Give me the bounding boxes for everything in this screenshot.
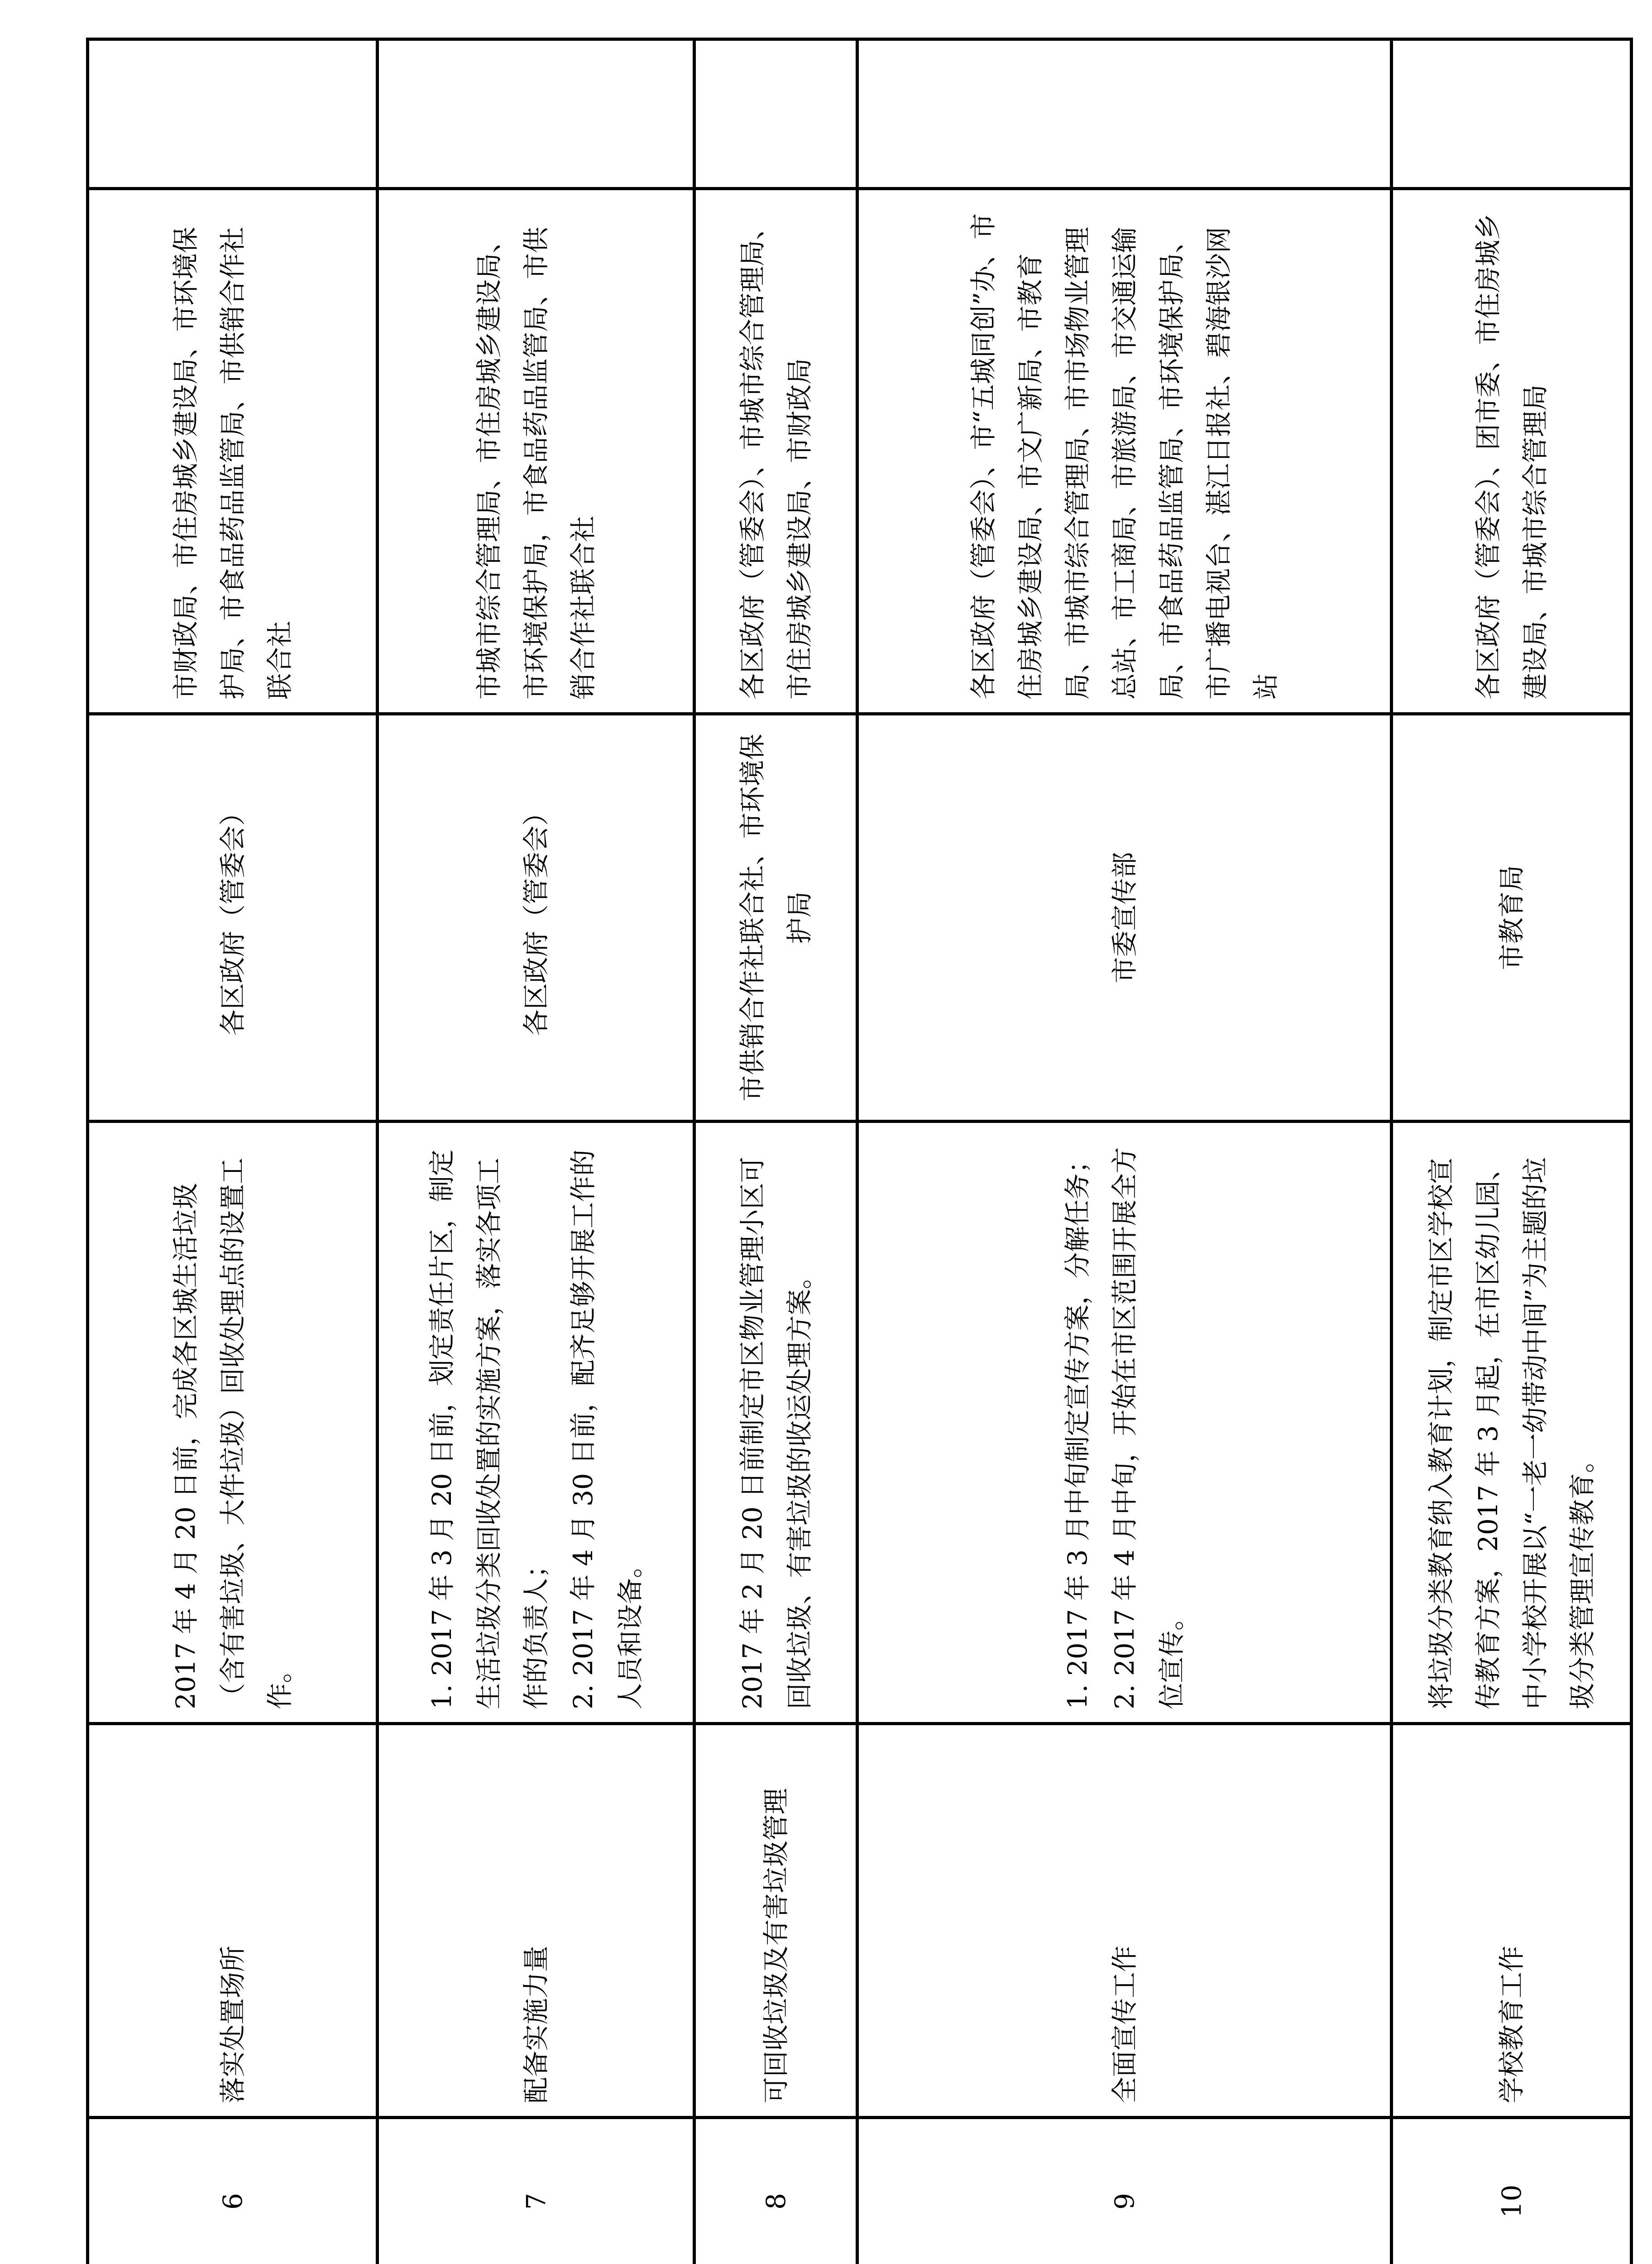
row-number: 6 — [88, 2118, 378, 2264]
requirement-line: 2. 2017 年 4 月 30 日前，配齐足够开展工作的人员和设备。 — [567, 1149, 646, 1709]
table-row — [378, 39, 694, 2264]
responsible-units: 各区政府（管委会）、市“五城同创”办、市住房城乡建设局、市文广新局、市教育局、市城市综合管理局、市市场物业管理总站、市工商局、市旅游局、市交通运输局、市食品药品监管局、市环境保护局、市广播电视台、湛江日报社、碧海银沙网站 — [857, 189, 1392, 714]
responsible-units: 各区政府（管委会）、市城市综合管理局、市住房城乡建设局、市财政局 — [694, 189, 857, 714]
lead-unit: 市供销合作社联合社、市环境保护局 — [694, 714, 857, 1122]
table-row — [857, 39, 1392, 2264]
row-number: 9 — [857, 2118, 1392, 2264]
task-name: 全面宣传工作 — [857, 1724, 1392, 2118]
note-cell — [694, 39, 857, 189]
note-cell — [857, 39, 1392, 189]
requirement-line: 1. 2017 年 3 月中旬制定宣传方案，分解任务； — [1062, 1147, 1093, 1709]
note-cell — [1392, 39, 1632, 189]
requirement — [857, 1122, 1392, 1724]
table-row — [88, 39, 378, 2264]
lead-unit: 市教育局 — [1392, 714, 1632, 1122]
table-row — [694, 39, 857, 2264]
lead-unit: 各区政府（管委会） — [88, 714, 378, 1122]
table-row — [1392, 39, 1632, 2264]
requirement-line: 将垃圾分类教育纳入教育计划，制定市区学校宣传教育方案，2017 年 3 月起，在市区幼儿园、中小学校开展以“一老一幼带动中间”为主题的垃圾分类管理宣传教育。 — [1425, 1154, 1598, 1709]
row-number: 7 — [378, 2118, 694, 2264]
requirement-line: 2017 年 4 月 20 日前，完成各区城生活垃圾（含有害垃圾、大件垃圾）回收处理点的设置工作。 — [170, 1157, 295, 1709]
requirement — [88, 1122, 378, 1724]
requirement — [1392, 1122, 1632, 1724]
requirement — [378, 1122, 694, 1724]
requirement-line: 2. 2017 年 4 月中旬，开始在市区范围开展全方位宣传。 — [1109, 1147, 1187, 1709]
row-number: 8 — [694, 2118, 857, 2264]
responsible-units: 市城市综合管理局、市住房城乡建设局、市环境保护局，市食品药品监管局、市供销合作社联合社 — [378, 189, 694, 714]
task-table — [86, 38, 1633, 2264]
requirement-line: 2017 年 2 月 20 日前制定市区物业管理小区可回收垃圾、有害垃圾的收运处理方案。 — [737, 1156, 815, 1709]
lead-unit: 市委宣传部 — [857, 714, 1392, 1122]
row-number: 10 — [1392, 2118, 1632, 2264]
responsible-units: 市财政局、市住房城乡建设局、市环境保护局、市食品药品监管局、市供销合作社联合社 — [88, 189, 378, 714]
note-cell — [378, 39, 694, 189]
task-name: 配备实施力量 — [378, 1724, 694, 2118]
task-name: 学校教育工作 — [1392, 1724, 1632, 2118]
lead-unit: 各区政府（管委会） — [378, 714, 694, 1122]
note-cell — [88, 39, 378, 189]
task-name: 可回收垃圾及有害垃圾管理 — [694, 1724, 857, 2118]
task-name: 落实处置场所 — [88, 1724, 378, 2118]
requirement-line: 1. 2017 年 3 月 20 日前，划定责任片区，制定生活垃圾分类回收处置的实施方案，落实各项工作的负责人； — [426, 1149, 551, 1709]
responsible-units: 各区政府（管委会）、团市委、市住房城乡建设局、市城市综合管理局 — [1392, 189, 1632, 714]
requirement — [694, 1122, 857, 1724]
